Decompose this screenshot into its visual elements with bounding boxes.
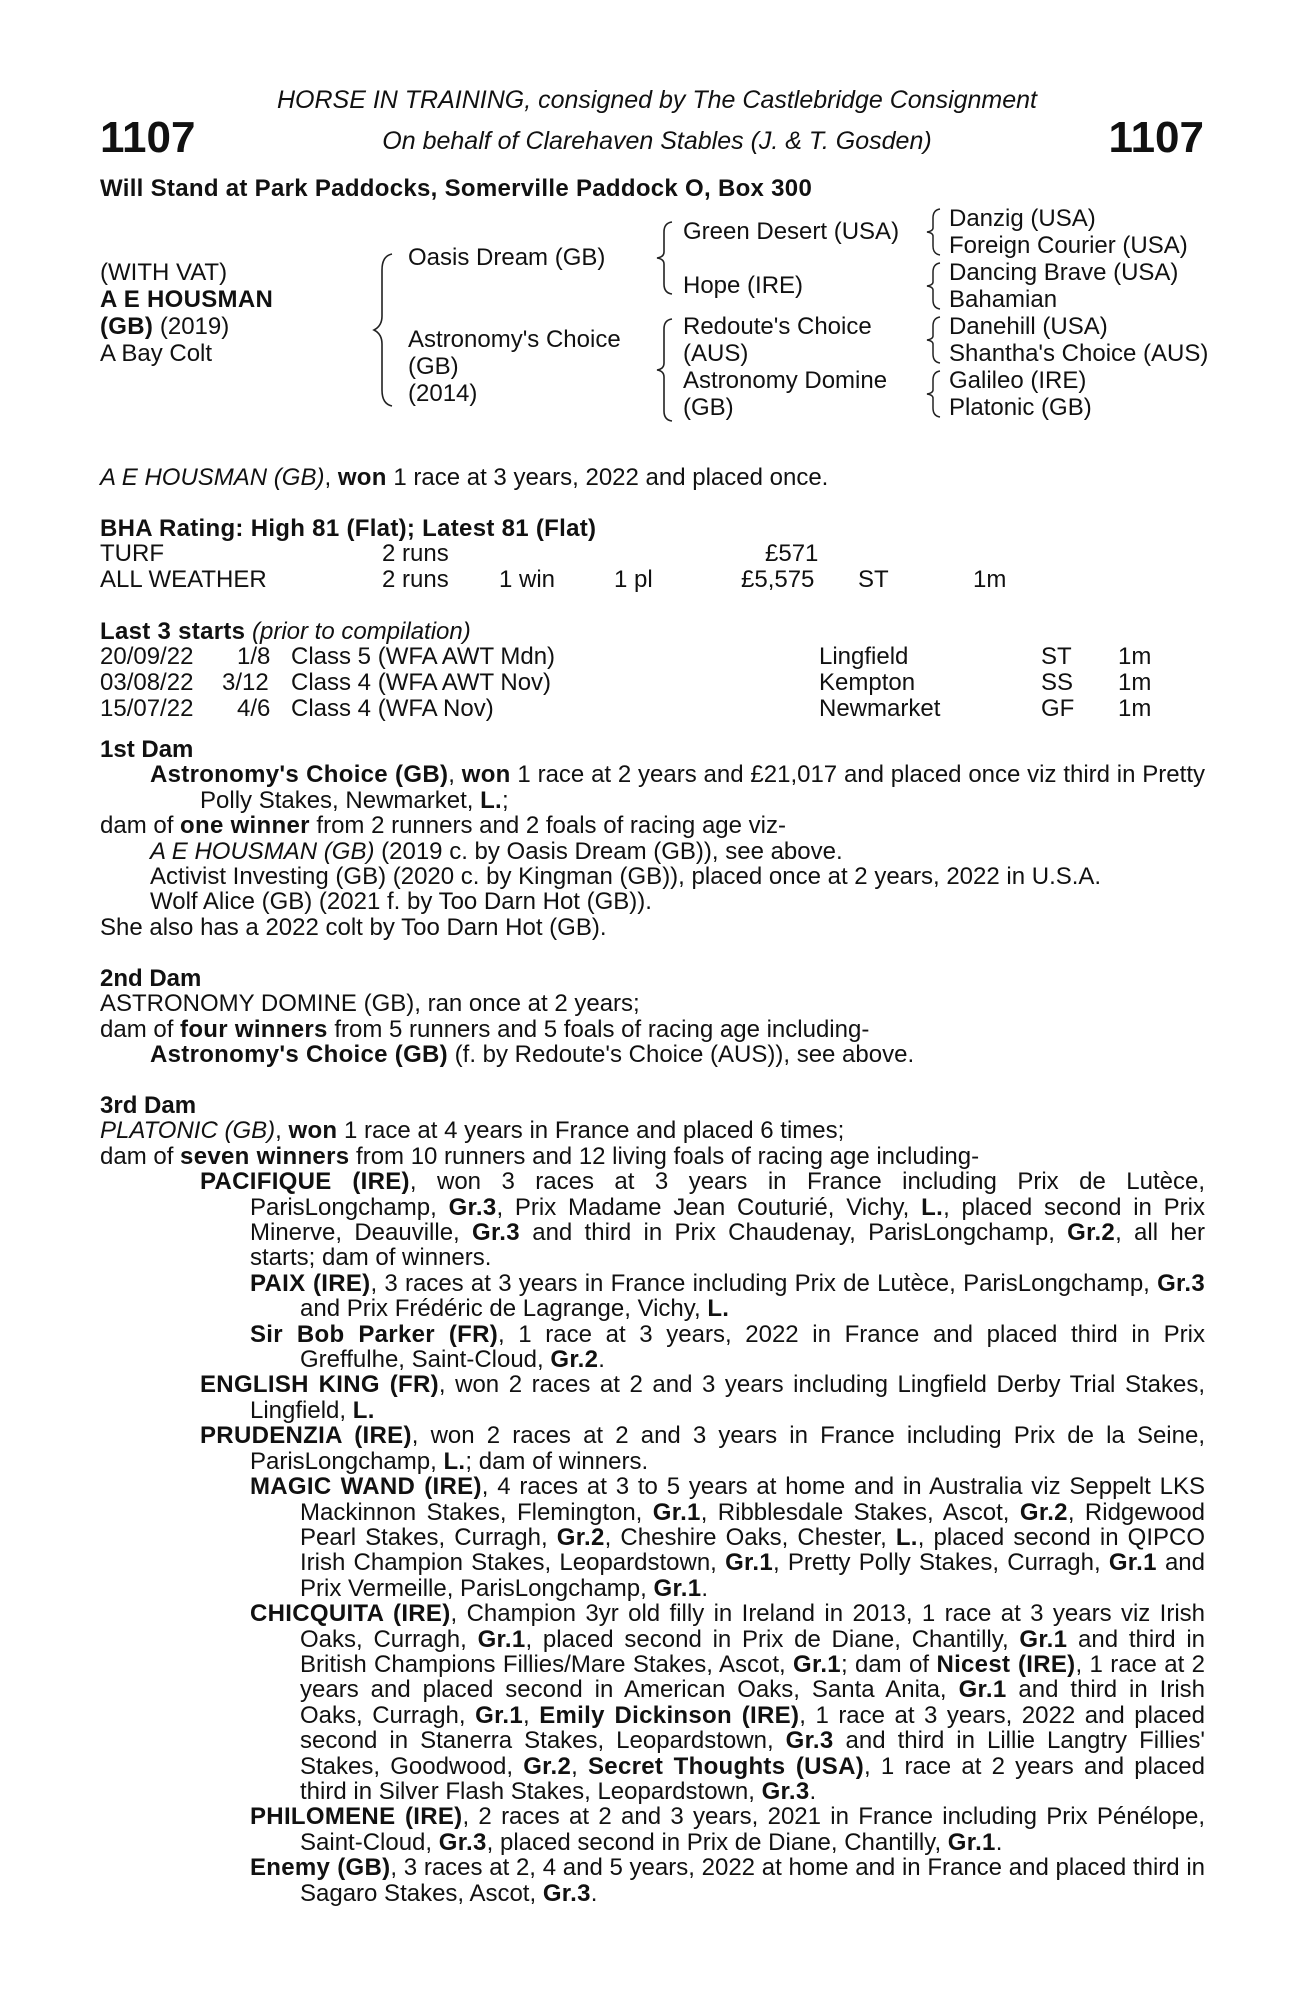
grade: Gr.2 bbox=[1019, 1498, 1068, 1526]
sire-sire: Green Desert (USA) bbox=[683, 218, 900, 245]
grade: Gr.3 bbox=[448, 1193, 497, 1221]
grade: Gr.2 bbox=[556, 1523, 605, 1551]
grade: L. bbox=[443, 1447, 466, 1475]
text: , placed second in Prix de Diane, Chantilly, bbox=[525, 1625, 1020, 1653]
dam-dam-name: Astronomy Domine bbox=[683, 367, 888, 394]
grade: Gr.2 bbox=[550, 1346, 599, 1374]
grade: Gr.3 bbox=[438, 1828, 487, 1856]
record-distance: 1m bbox=[973, 566, 1007, 593]
record-prize: £5,575 bbox=[741, 566, 815, 593]
third-dam-produce bbox=[100, 1144, 1205, 1169]
text: , placed second in Prix Minerve, Deauville, bbox=[250, 1193, 1205, 1247]
text: , 1 race at 2 years and placed second in American Oaks, Santa Anita, bbox=[300, 1650, 1205, 1704]
summary-text: 1 race at 3 years, 2022 and placed once. bbox=[386, 464, 829, 491]
record-places: 1 pl bbox=[614, 566, 653, 593]
text: ; dam of winners. bbox=[465, 1447, 649, 1475]
foal-entry bbox=[100, 839, 1205, 864]
grade: Gr.1 bbox=[475, 1701, 524, 1729]
grade: Gr.1 bbox=[1108, 1549, 1157, 1577]
entry-name: CHICQUITA (IRE) bbox=[250, 1600, 451, 1628]
entry-enemy bbox=[100, 1855, 1205, 1906]
dam-sire-origin: (AUS) bbox=[683, 340, 749, 367]
entry-name: PRUDENZIA (IRE) bbox=[200, 1422, 412, 1450]
text: from 5 runners and 5 foals of racing age including- bbox=[327, 1015, 870, 1043]
foal-entry: Wolf Alice (GB) (2021 f. by Too Darn Hot (GB)). bbox=[150, 888, 652, 916]
entry-paix bbox=[100, 1271, 1205, 1322]
lot-number-left: 1107 bbox=[100, 113, 196, 162]
sire-sire-sire: Danzig (USA) bbox=[949, 205, 1096, 232]
foal-entry: Activist Investing (GB) (2020 c. by Kingman (GB)), placed once at 2 years, 2022 in U.S.A. bbox=[150, 863, 1102, 891]
dam bbox=[408, 326, 621, 407]
text: , all her starts; dam of winners. bbox=[250, 1219, 1206, 1272]
last-starts-heading bbox=[100, 619, 471, 645]
text: ; dam of bbox=[840, 1650, 937, 1678]
entry-sir-bob-parker bbox=[100, 1322, 1205, 1373]
entry-name: ENGLISH KING (FR) bbox=[200, 1371, 439, 1399]
entry-name: PACIFIQUE (IRE) bbox=[200, 1168, 410, 1196]
start-date: 15/07/22 bbox=[100, 695, 194, 722]
text: , bbox=[571, 1752, 588, 1780]
text: , 1 race at 2 years and placed third in Silver Flash Stakes, Leopardstown, bbox=[300, 1752, 1205, 1805]
produce-name: Emily Dickinson (IRE) bbox=[539, 1701, 800, 1729]
entry-chicquita bbox=[100, 1601, 1205, 1804]
text: . bbox=[995, 1828, 1003, 1856]
start-race: Class 5 (WFA AWT Mdn) bbox=[291, 643, 556, 670]
text: from 10 runners and 12 living foals of racing age including- bbox=[349, 1142, 980, 1170]
sire-dam: Hope (IRE) bbox=[683, 272, 804, 299]
grade: L. bbox=[895, 1523, 918, 1551]
entry-name: Enemy (GB) bbox=[250, 1854, 391, 1882]
entry-name: Sir Bob Parker (FR) bbox=[250, 1320, 498, 1348]
sire-dam-sire: Dancing Brave (USA) bbox=[949, 259, 1179, 286]
brace-ss bbox=[922, 206, 946, 258]
entry-philomene bbox=[100, 1804, 1205, 1855]
grade: L. bbox=[921, 1193, 944, 1221]
start-position: 4/6 bbox=[237, 695, 271, 722]
winner-count: four winners bbox=[180, 1015, 328, 1043]
produce-name: Nicest (IRE) bbox=[936, 1650, 1076, 1678]
entry-prudenzia bbox=[100, 1423, 1205, 1474]
entry-pacifique bbox=[100, 1169, 1205, 1271]
start-distance: 1m bbox=[1118, 695, 1152, 722]
on-behalf-line: On behalf of Clarehaven Stables (J. & T. Gosden) bbox=[382, 127, 932, 155]
brace-gen1 bbox=[370, 250, 400, 410]
record-wins: 1 win bbox=[499, 566, 556, 593]
brace-sire bbox=[652, 218, 678, 298]
dam-origin: (GB) bbox=[408, 353, 459, 380]
brace-ds bbox=[922, 314, 946, 366]
third-dam-record: PLATONIC (GB), won 1 race at 4 years in France and placed 6 times; bbox=[100, 1117, 845, 1145]
dam-year: (2014) bbox=[408, 380, 478, 407]
start-date: 20/09/22 bbox=[100, 643, 194, 670]
text: and third in British Champions Fillies/Mare Stakes, Ascot, bbox=[300, 1625, 1205, 1678]
horse-block bbox=[100, 259, 273, 367]
grade: Gr.1 bbox=[653, 1574, 702, 1602]
grade: L. bbox=[352, 1396, 375, 1424]
text: and Prix Vermeille, ParisLongchamp, bbox=[300, 1549, 1206, 1602]
first-dam-heading: 1st Dam bbox=[100, 736, 194, 763]
won: won bbox=[288, 1117, 338, 1145]
grade: Gr.1 bbox=[1019, 1625, 1068, 1653]
text: dam of bbox=[100, 1015, 181, 1043]
grade: Gr.2 bbox=[1067, 1219, 1116, 1247]
horse-name: A E HOUSMAN bbox=[100, 286, 274, 313]
dam-sire-dam: Shantha's Choice (AUS) bbox=[949, 340, 1209, 367]
dam-sire-name: Redoute's Choice bbox=[683, 313, 872, 340]
foal-name: A E HOUSMAN (GB) bbox=[150, 837, 375, 865]
text: . bbox=[701, 1574, 709, 1602]
grade: Gr.3 bbox=[472, 1219, 520, 1247]
text: , won 2 races at 2 and 3 years including Lingfield Derby Trial Stakes, Lingfield, bbox=[250, 1371, 1205, 1424]
text: , 3 races at 2, 4 and 5 years, 2022 at home and in France and placed third in Sagaro Stakes, Ascot, bbox=[300, 1854, 1206, 1907]
text: , won 2 races at 2 and 3 years in France including Prix de la Seine, ParisLongchamp, bbox=[250, 1422, 1206, 1475]
start-distance: 1m bbox=[1118, 669, 1152, 696]
text: , Champion 3yr old filly in Ireland in 2013, 1 race at 3 years viz Irish Oaks, Curragh, bbox=[300, 1600, 1206, 1653]
text: , placed second in Prix de Diane, Chantilly, bbox=[486, 1828, 948, 1856]
start-course: Kempton bbox=[819, 669, 916, 696]
text: , 4 races at 3 to 5 years at home and in Australia viz Seppelt LKS Mackinnon Stakes, Flemington, bbox=[300, 1473, 1205, 1526]
text: , 2 races at 2 and 3 years, 2021 in France including Prix Pénélope, Saint-Cloud, bbox=[300, 1803, 1206, 1856]
gen3-column bbox=[949, 205, 1208, 421]
start-going: GF bbox=[1041, 695, 1075, 722]
winner-count: seven winners bbox=[180, 1142, 350, 1170]
grade: Gr.3 bbox=[761, 1777, 810, 1805]
horse-origin: (GB) bbox=[100, 313, 154, 340]
text: , Pretty Polly Stakes, Curragh, bbox=[772, 1549, 1109, 1577]
start-distance: 1m bbox=[1118, 643, 1152, 670]
entry-magic-wand bbox=[100, 1474, 1205, 1601]
text: , Cheshire Oaks, Chester, bbox=[604, 1523, 896, 1551]
text: , Ridgewood Pearl Stakes, Curragh, bbox=[300, 1498, 1205, 1551]
start-position: 3/12 bbox=[222, 669, 269, 696]
race-summary: A E HOUSMAN (GB), won 1 race at 3 years, 2022 and placed once. bbox=[100, 464, 829, 491]
start-race: Class 4 (WFA AWT Nov) bbox=[291, 669, 552, 696]
start-position: 1/8 bbox=[237, 643, 271, 670]
text: , 1 race at 3 years, 2022 and placed second in Stanerra Stakes, Leopardstown, bbox=[300, 1701, 1205, 1755]
second-dam-section bbox=[100, 966, 1205, 1068]
text: , 3 races at 3 years in France including Prix de Lutèce, ParisLongchamp, bbox=[370, 1269, 1158, 1297]
third-dam-heading: 3rd Dam bbox=[100, 1092, 197, 1119]
third-dam-name: PLATONIC (GB) bbox=[100, 1117, 276, 1145]
text: , placed second in QIPCO Irish Champion Stakes, Leopardstown, bbox=[300, 1523, 1205, 1577]
first-dam-record: Astronomy's Choice (GB), won 1 race at 2 years and £21,017 and placed once viz third in Pretty Polly Stakes, Newmarket, L.; bbox=[150, 761, 1205, 814]
text: . bbox=[809, 1777, 817, 1805]
foal-text: (2019 c. by Oasis Dream (GB)), see above. bbox=[374, 837, 843, 865]
text: and Prix Frédéric de Lagrange, Vichy, bbox=[300, 1295, 708, 1323]
second-dam-heading: 2nd Dam bbox=[100, 965, 202, 992]
grade: Gr.1 bbox=[793, 1650, 841, 1678]
also-note: She also has a 2022 colt by Too Darn Hot (GB). bbox=[100, 913, 607, 941]
text: , Prix Madame Jean Couturié, Vichy, bbox=[496, 1193, 922, 1221]
entry-english-king bbox=[100, 1372, 1205, 1423]
first-dam-won: won bbox=[461, 761, 511, 789]
record-surface: TURF bbox=[100, 540, 164, 567]
text: dam of bbox=[100, 1142, 181, 1170]
first-dam-section bbox=[100, 737, 1205, 940]
entry-name: PAIX (IRE) bbox=[250, 1269, 371, 1297]
record-runs: 2 runs bbox=[382, 540, 449, 567]
last-starts-note: (prior to compilation) bbox=[251, 618, 471, 645]
text: , 1 race at 3 years, 2022 in France and placed third in Prix Greffulhe, Saint-Cloud, bbox=[300, 1320, 1205, 1374]
text: , won 3 races at 3 years in France including Prix de Lutèce, ParisLongchamp, bbox=[250, 1168, 1205, 1221]
sire-dam-dam: Bahamian bbox=[949, 286, 1058, 313]
dam-sire-sire: Danehill (USA) bbox=[949, 313, 1108, 340]
dam-dam-dam: Platonic (GB) bbox=[949, 394, 1092, 421]
brace-sd bbox=[922, 260, 946, 312]
dam-dam-origin: (GB) bbox=[683, 394, 734, 421]
text: and third in Irish Oaks, Curragh, bbox=[300, 1676, 1206, 1729]
text: 1 race at 4 years in France and placed 6 times; bbox=[337, 1117, 845, 1145]
start-course: Lingfield bbox=[819, 643, 909, 670]
text: , Ribblesdale Stakes, Ascot, bbox=[700, 1498, 1020, 1526]
sire-sire-dam: Foreign Courier (USA) bbox=[949, 232, 1188, 259]
summary-horse-name: A E HOUSMAN (GB) bbox=[100, 464, 325, 491]
entry-name: MAGIC WAND (IRE) bbox=[250, 1473, 482, 1501]
record-runs: 2 runs bbox=[382, 566, 449, 593]
horse-description: A Bay Colt bbox=[100, 340, 213, 367]
third-dam-section bbox=[100, 1093, 1205, 1906]
punct: ; bbox=[502, 786, 509, 814]
winner-count: one winner bbox=[180, 812, 310, 840]
text: and third in Prix Chaudenay, ParisLongchamp, bbox=[519, 1219, 1068, 1247]
start-date: 03/08/22 bbox=[100, 669, 194, 696]
brace-dam bbox=[652, 315, 678, 425]
dam-dam-sire: Galileo (IRE) bbox=[949, 367, 1087, 394]
second-dam-record: ASTRONOMY DOMINE (GB), ran once at 2 years; bbox=[100, 990, 640, 1018]
start-course: Newmarket bbox=[819, 695, 941, 722]
dam-name: Astronomy's Choice bbox=[408, 326, 621, 353]
horse-year: (2019) bbox=[159, 313, 230, 340]
foal-text: (f. by Redoute's Choice (AUS)), see above. bbox=[447, 1041, 915, 1069]
grade: Gr.1 bbox=[652, 1498, 701, 1526]
text: . bbox=[590, 1879, 598, 1907]
text: and third in Lillie Langtry Fillies' Stakes, Goodwood, bbox=[300, 1727, 1205, 1780]
text: , bbox=[523, 1701, 540, 1729]
start-going: ST bbox=[1041, 643, 1072, 670]
grade: Gr.3 bbox=[785, 1727, 834, 1755]
text: . bbox=[598, 1346, 605, 1374]
entry-name: PHILOMENE (IRE) bbox=[250, 1803, 463, 1831]
grade: L. bbox=[480, 786, 503, 814]
bha-rating: BHA Rating: High 81 (Flat); Latest 81 (Flat) bbox=[100, 515, 597, 542]
stand-location: Will Stand at Park Paddocks, Somerville Paddock O, Box 300 bbox=[100, 175, 813, 202]
record-surface: ALL WEATHER bbox=[100, 566, 267, 593]
grade: Gr.2 bbox=[523, 1752, 572, 1780]
first-dam-name: Astronomy's Choice (GB) bbox=[150, 761, 449, 789]
foal-name: Astronomy's Choice (GB) bbox=[150, 1041, 448, 1069]
lot-number-right: 1107 bbox=[1108, 113, 1204, 162]
grade: Gr.3 bbox=[1157, 1269, 1205, 1297]
grade: L. bbox=[707, 1295, 730, 1323]
grade: Gr.1 bbox=[958, 1676, 1007, 1704]
grade: Gr.3 bbox=[542, 1879, 591, 1907]
text: dam of bbox=[100, 812, 181, 840]
dam-sire bbox=[683, 313, 872, 367]
sire: Oasis Dream (GB) bbox=[408, 244, 606, 271]
dam-dam bbox=[683, 367, 887, 421]
second-dam-produce bbox=[100, 1017, 1205, 1042]
brace-dd bbox=[922, 368, 946, 420]
start-race: Class 4 (WFA Nov) bbox=[291, 695, 494, 722]
produce-name: Secret Thoughts (USA) bbox=[587, 1752, 865, 1780]
start-going: SS bbox=[1041, 669, 1074, 696]
last-starts-title: Last 3 starts bbox=[100, 618, 246, 645]
vat-note: (WITH VAT) bbox=[100, 259, 228, 286]
summary-won: won bbox=[337, 464, 387, 491]
grade: Gr.1 bbox=[725, 1549, 773, 1577]
text: from 2 runners and 2 foals of racing age viz- bbox=[309, 812, 786, 840]
consignor-line: HORSE IN TRAINING, consigned by The Castlebridge Consignment bbox=[276, 86, 1038, 114]
first-dam-produce bbox=[100, 813, 1205, 838]
foal-entry bbox=[100, 1042, 1205, 1067]
record-prize: £571 bbox=[765, 540, 819, 567]
first-dam-text: 1 race at 2 years and £21,017 and placed once viz third in Pretty Polly Stakes, Newmarket, bbox=[200, 761, 1205, 814]
record-going: ST bbox=[858, 566, 889, 593]
grade: Gr.1 bbox=[477, 1625, 526, 1653]
grade: Gr.1 bbox=[947, 1828, 996, 1856]
